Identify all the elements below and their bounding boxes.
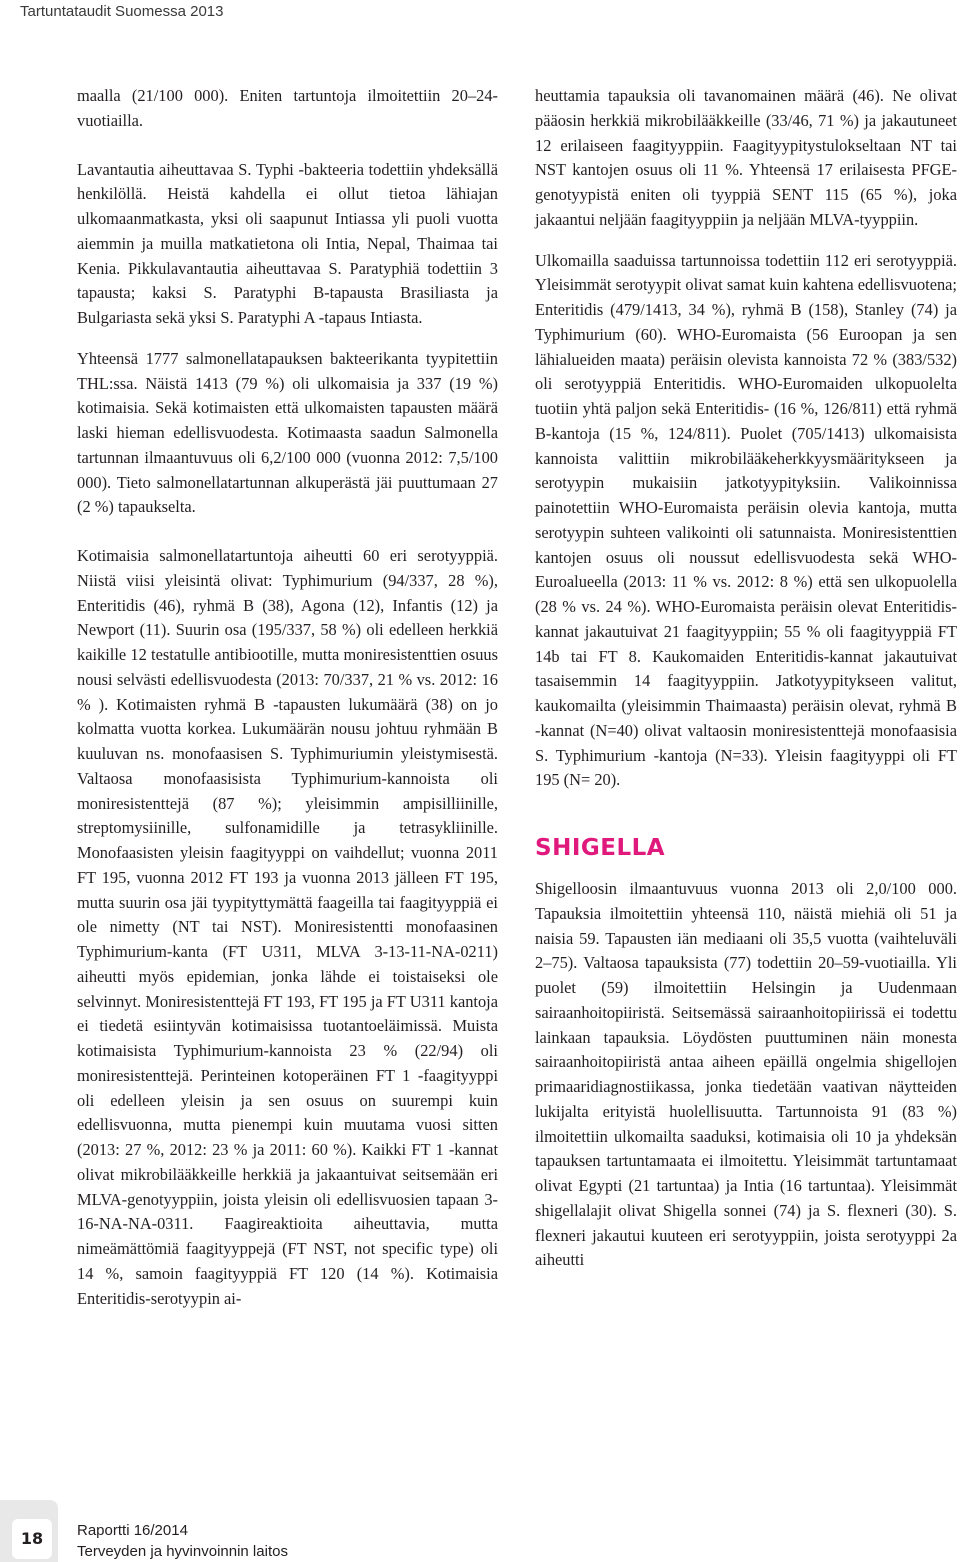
paragraph: maalla (21/100 000). Eniten tartuntoja ilmoitettiin 20–24-vuotiailla.: [77, 86, 498, 130]
page-number: 18: [12, 1519, 52, 1559]
left-column: [77, 84, 498, 1335]
paragraph: Lavantautia aiheuttavaa S. Typhi -bakteeria todettiin yhdeksällä henkilöllä. Heistä kahdella ei ollut tietoa lähiajan ulkomaanmatkasta, yksi oli saapunut Intiassa yli puoli vuotta aiemmin ja muilla matkatietona oli Intia, Nepal, Thaimaa tai Kenia. Pikkulavantautia aiheuttavaa S. Paratyphiä todettiin 3 tapausta; kaksi S. Paratyphi B-tapausta Brasiliasta ja Bulgariasta sekä yksi S. Paratyphi A -tapaus Intiasta.: [77, 159, 498, 327]
running-header: Tartuntataudit Suomessa 2013: [20, 3, 224, 20]
paragraph: Kotimaisia salmonellatartuntoja aiheutti 60 eri serotyyppiä. Niistä viisi yleisintä olivat: Typhimurium (94/337, 28 %), Enteritidis (46), ryhmä B (38), Agona (12), Infantis (12) ja Newport (11). Suurin osa (195/337, 58 %) oli edelleen herkkiä kaikille 12 testatulle antibiootille, mutta moniresistenttien osuus nousi selvästi edellisvuodesta (2013: 70/337, 21 % vs. 2012: 16 % ). Kotimaisten ryhmä B -tapausten lukumäärä (38) on jo kolmatta vuotta korkea. Lukumäärän nousu johtuu ryhmään B kuuluvan ns. monofaasisen S. Typhimuriumin yleistymisestä. Valtaosa monofaasisista Typhimurium-kannoista oli moniresistenttejä (87 %); yleisimmin ampisilliinille, streptomysiinille, sulfonamidille ja tetrasykliinille. Monofaasisten yleisin faagityyppi on vaihdellut; vuonna 2011 FT 195, vuonna 2012 FT 193 ja vuonna 2013 jälleen FT 195, mutta suurin osa jäi tyypityttymättä faageilla tai faagityyppiä ei ole nimetty (NT tai NST). Moniresistentti monofaasinen Typhimurium-kanta (FT U311, MLVA 3-13-11-NA-0211) aiheutti myös epidemian, jonka lähde ei toistaiseksi ole selvinnyt. Moniresistenttejä FT 193, FT 195 ja FT U311 kantoja ei tiedetä esiintyvän kotimaisissa tuotantoeläimissä. Muista kotimaisista Typhimurium-kannoista 23 % (22/94) oli moniresistenttejä. Perinteinen kotoperäinen FT 1 -faagityyppi oli edelleen yleisin ja sen osuus on suurempi kuin edellisvuonna, mutta pienempi kuin muutama vuosi sitten (2013: 27 %, 2012: 23 % ja 2011: 60 %). Kaikki FT 1 -kannat olivat mikrobilääkkeille herkkiä ja jakaantuivat seitsemään eri MLVA-genotyyppiin, joista yleisin oli edellisvuosien tapaan 3-16-NA-NA-0311. Faagireaktioita aiheuttavia, mutta nimeämättömiä faagityyppejä (FT NST, not specific type) oli 14 %, samoin faagityyppiä FT 120 (14 %). Kotimaisia Enteritidis-serotyypin ai-: [77, 546, 498, 1308]
right-column: [535, 84, 957, 1297]
report-label: Raportti 16/2014: [77, 1522, 188, 1539]
section-title-shigella: SHIGELLA: [535, 835, 666, 861]
paragraph: Ulkomailla saaduissa tartunnoissa todettiin 112 eri serotyyppiä. Yleisimmät serotyypit olivat samat kuin kahtena edellisvuotena; Enteritidis (479/1413, 34 %), ryhmä B (158), Stanley (74) ja Typhimurium (60). WHO-Euromaista (56 Euroopan ja sen lähialueiden maata) peräisin olevista kannoista 72 % (383/532) oli serotyyppiä Enteritidis. WHO-Euromaiden ulkopuolelta tuotiin yhtä paljon sekä Enteritidis- (16 %, 126/811) että ryhmä B-kantoja (15 %, 124/811). Puolet (705/1413) ulkomaisista kannoista valittiin mikrobilääkeherkkyysmääritykseen ja serotyypin mukaisiin jatkotyypityksiin. Valikoinnissa painotettiin WHO-Euromaista peräisin olevia kantoja, mutta serotyypin suhteen valikointi oli satunnaista. Moniresistenttien kantojen osuus oli noussut edellisvuodesta sekä WHO-Euroalueella (2013: 11 % vs. 2012: 8 %) että sen ulkopuolella (28 % vs. 24 %). WHO-Euromaista peräisin olevat Enteritidis-kannat jakautuivat 21 faagityyppiin; 55 % oli faagityyppiä FT 14b tai FT 8. Kaukomaiden Enteritidis-kannat jakautuivat tasaisemmin 14 faagityyppiin. Jatkotyypitykseen valitut, kaukomailta (yleisimmin Thaimaasta) peräisin olevat, ryhmä B -kannat (N=40) olivat valtaosin moniresistenttejä monofaasisia S. Typhimurium -kantoja (N=33). Yleisin faagityyppi oli FT 195 (N= 20).: [535, 250, 957, 790]
footer-info: [77, 1520, 288, 1562]
institute-label: Terveyden ja hyvinvoinnin laitos: [77, 1543, 288, 1560]
paragraph: Shigelloosin ilmaantuvuus vuonna 2013 oli 2,0/100 000. Tapauksia ilmoitettiin yhteensä 110, näistä miehiä oli 51 ja naisia 59. Tapausten iän mediaani oli 35,5 vuotta (vaihteluväli 2–75). Valtaosa tapauksista (77) todettiin 20–59-vuotiailla. Yli puolet (59) ilmoitettiin Helsingin ja Uudenmaan sairaanhoitopiiristä. Seitsemässä sairaanhoitopiirissä ei todettu lainkaan tapauksia. Löydösten puuttuminen näin monesta sairaanhoitopiiristä antaa aiheen epäillä ongelmia shigellojen primaaridiagnostiikassa, jonka tiedetään vaativan näytteiden lukijalta erityistä huolellisuutta. Tartunnoista 91 (83 %) ilmoitettiin ulkomailta saaduksi, kotimaisia oli 10 ja yhdeksän tapauksen tartuntamaata ei ilmoitettu. Yleisimmät tartuntamaat olivat Egypti (21 tartuntaa) ja Intia (16 tartuntaa). Yleisimmät shigellalajit olivat Shigella sonnei (74) ja S. flexneri (30). S. flexneri jakautui kuuteen eri serotyyppiin, joista serotyyppi 2a aiheutti: [535, 879, 957, 1270]
paragraph: heuttamia tapauksia oli tavanomainen määrä (46). Ne olivat pääosin herkkiä mikrobilääkkeille (33/46, 71 %) ja jakautuneet 12 erilaiseen faagityyppiin. Faagityypitystulokseltaan NT tai NST kantojen osuus oli 11 %. Yhteensä 17 erilaisesta PFGE-genotyypistä eniten oli tyyppiä SENT 115 (65 %), joka jakaantui neljään faagityyppiin ja neljään MLVA-tyyppiin.: [535, 86, 957, 229]
paragraph: Yhteensä 1777 salmonellatapauksen bakteerikanta tyypitettiin THL:ssa. Näistä 1413 (79 %) oli ulkomaisia ja 337 (19 %) kotimaisia. Sekä kotimaisten että ulkomaisten tapausten määrä laski hieman edellisvuodesta. Kotimaasta saadun Salmonella tartunnan ilmaantuvuus oli 6,2/100 000 (vuonna 2012: 7,5/100 000). Tieto salmonellatartunnan alkuperästä jäi puuttumaan 27 (2 %) tapaukselta.: [77, 348, 498, 517]
